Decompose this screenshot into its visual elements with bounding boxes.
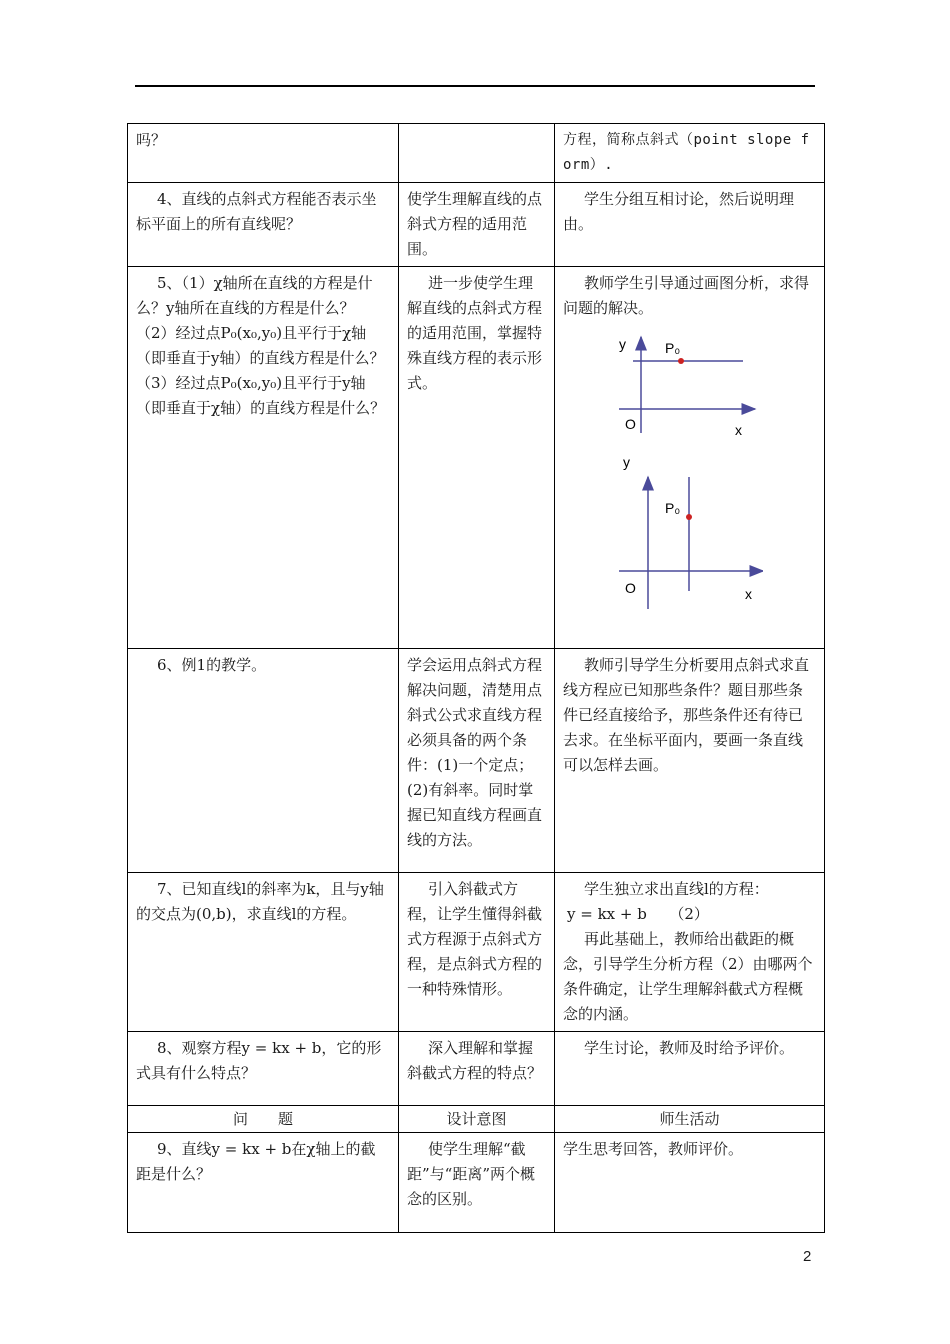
table-row xyxy=(128,183,825,267)
p0-label: P₀ xyxy=(665,340,681,356)
equation-2: y = kx + b （2） xyxy=(567,905,709,923)
header-rule xyxy=(135,85,815,87)
intent-cell: 学会运用点斜式方程解决问题，清楚用点斜式公式求直线方程必须具备的两个条件：(1)一个定点；(2)有斜率。同时掌握已知直线方程画直线的方法。 xyxy=(399,649,555,873)
table-row xyxy=(128,1133,825,1233)
table-row xyxy=(128,124,825,183)
x-axis-label: x xyxy=(735,422,742,438)
origin-label: O xyxy=(625,580,636,596)
activity-text: 教师学生引导通过画图分析，求得问题的解决。 xyxy=(563,274,810,317)
activity-cell: 学生讨论，教师及时给予评价。 xyxy=(555,1032,825,1106)
header-question: 问 题 xyxy=(128,1106,399,1133)
y-axis-label: y xyxy=(623,454,630,470)
intent-cell: 深入理解和掌握斜截式方程的特点？ xyxy=(399,1032,555,1106)
question-cell: 7、已知直线l的斜率为k，且与y轴的交点为(0,b)，求直线l的方程。 xyxy=(128,873,399,1032)
page-number: 2 xyxy=(803,1248,812,1265)
header-intent: 设计意图 xyxy=(399,1106,555,1133)
x-axis-label: x xyxy=(745,586,752,602)
activity-cell: 教师引导学生分析要用点斜式求直线方程应已知那些条件？题目那些条件已经直接给予，那些条件还有待已去求。在坐标平面内，要画一条直线可以怎样去画。 xyxy=(555,649,825,873)
intent-cell: 使学生理解“截距”与“距离”两个概念的区别。 xyxy=(399,1133,555,1233)
activity-line-3: 再此基础上，教师给出截距的概念，引导学生分析方程（2）由哪两个条件确定，让学生理解斜截式方程概念的内涵。 xyxy=(563,930,813,1023)
question-cell: 吗？ xyxy=(128,124,399,183)
question-cell: 9、直线y = kx + b在χ轴上的截距是什么？ xyxy=(128,1133,399,1233)
intent-cell xyxy=(399,124,555,183)
question-part-1: 5、（1）χ轴所在直线的方程是什么？y轴所在直线的方程是什么？ xyxy=(136,274,373,317)
intent-cell: 引入斜截式方程，让学生懂得斜截式方程源于点斜式方程，是点斜式方程的一种特殊情形。 xyxy=(399,873,555,1032)
intent-cell: 进一步使学生理解直线的点斜式方程的适用范围，掌握特殊直线方程的表示形式。 xyxy=(399,267,555,649)
figure-vertical-line xyxy=(619,454,763,609)
table-row xyxy=(128,649,825,873)
coordinate-figures xyxy=(563,327,763,627)
question-cell: 8、观察方程y = kx + b，它的形式具有什么特点？ xyxy=(128,1032,399,1106)
question-cell xyxy=(128,267,399,649)
question-cell: 4、直线的点斜式方程能否表示坐标平面上的所有直线呢？ xyxy=(128,183,399,267)
table-row xyxy=(128,873,825,1032)
p0-label: P₀ xyxy=(665,500,681,516)
question-part-2: （2）经过点P₀(x₀,y₀)且平行于χ轴（即垂直于y轴）的直线方程是什么？ xyxy=(136,324,385,367)
figure-horizontal-line xyxy=(619,336,755,438)
origin-label: O xyxy=(625,416,636,432)
question-cell: 6、例1的教学。 xyxy=(128,649,399,873)
activity-cell: 学生分组互相讨论，然后说明理由。 xyxy=(555,183,825,267)
y-axis-label: y xyxy=(619,336,626,352)
header-activity: 师生活动 xyxy=(555,1106,825,1133)
table-header-row xyxy=(128,1106,825,1133)
activity-line-1: 学生独立求出直线l的方程： xyxy=(584,880,769,898)
table-row xyxy=(128,267,825,649)
point-p0 xyxy=(678,358,684,364)
table-row xyxy=(128,1032,825,1106)
question-part-3: （3）经过点P₀(x₀,y₀)且平行于y轴（即垂直于χ轴）的直线方程是什么？ xyxy=(136,374,386,417)
point-p0 xyxy=(686,514,692,520)
lesson-table xyxy=(127,123,825,1233)
activity-cell: 学生思考回答，教师评价。 xyxy=(555,1133,825,1233)
activity-cell xyxy=(555,873,825,1032)
activity-cell: 方程，简称点斜式（point slope form）. xyxy=(555,124,825,183)
intent-cell: 使学生理解直线的点斜式方程的适用范围。 xyxy=(399,183,555,267)
activity-cell xyxy=(555,267,825,649)
